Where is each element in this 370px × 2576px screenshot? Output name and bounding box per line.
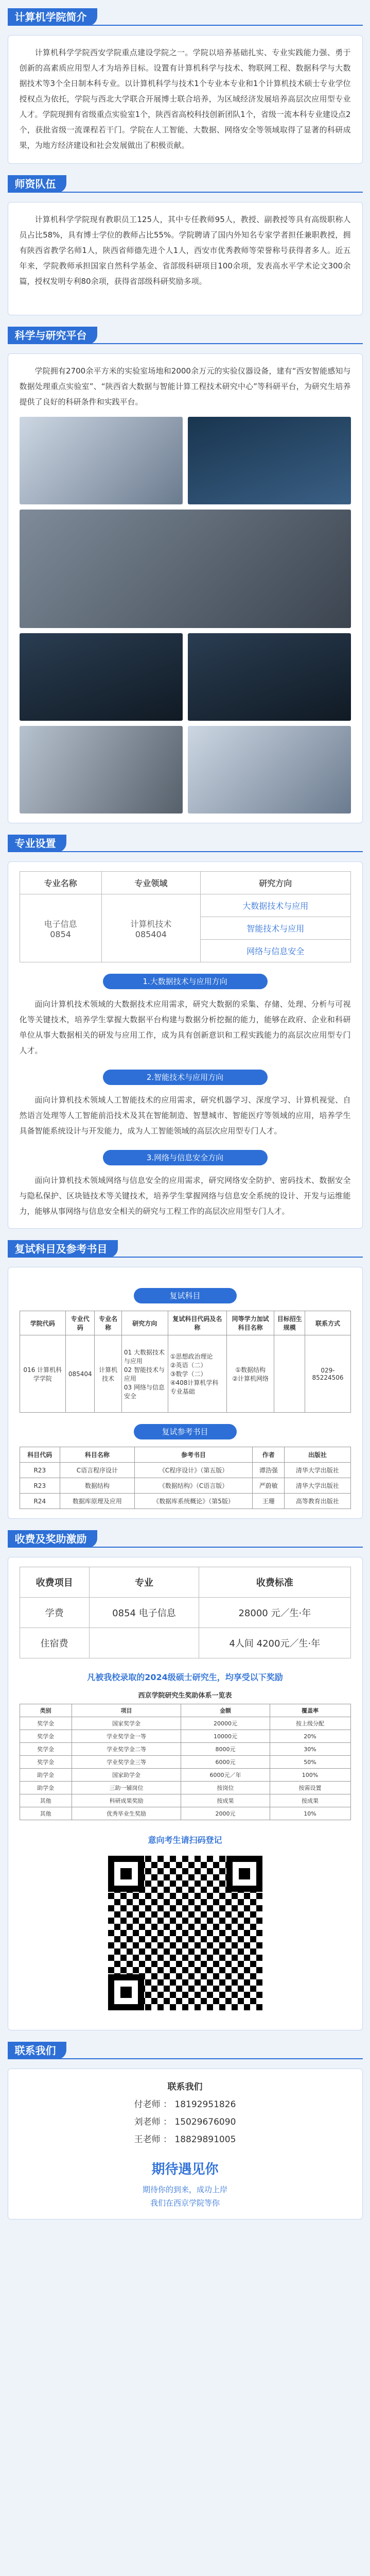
table-header: 研究方向 <box>200 872 350 894</box>
table-cell <box>89 1628 199 1658</box>
research-card <box>8 353 363 823</box>
table-cell: 28000 元／生·年 <box>199 1598 350 1628</box>
table-cell: R24 <box>20 1494 60 1509</box>
table-row <box>20 1717 350 1730</box>
table-cell: 4人间 4200元／生·年 <box>199 1628 350 1658</box>
direction-text: 面向计算机技术领域网络与信息安全的应用需求，研究网络安全防护、密码技术、数据安全与隐私保护、区块链技术等关键技术，培养学生掌握网络与信息安全系统的设计、开发与运维能力，能够从事网络与信息安全相关的研究与工程工作的高层次应用型专门人才。 <box>19 1176 351 1216</box>
table-header: 项目 <box>72 1704 181 1717</box>
table-cell: 奖学金 <box>20 1730 72 1743</box>
table-cell: ①思想政治理论 ②英语（二） ③数学（二） ④408计算机学科专业基础 <box>168 1335 226 1413</box>
lab-photo <box>20 510 351 628</box>
table-cell: 20% <box>270 1730 350 1743</box>
table-cell: 0854 电子信息 <box>89 1598 199 1628</box>
program-field: 计算机技术 085404 <box>101 894 200 962</box>
table-header: 学院代码 <box>20 1311 66 1335</box>
table-cell: 按岗位 <box>181 1782 270 1794</box>
table-cell: 按成果 <box>270 1794 350 1807</box>
table-cell: 王珊 <box>253 1494 285 1509</box>
section-header <box>8 828 363 856</box>
table-cell: 6000元／年 <box>181 1769 270 1782</box>
table-cell: 三助一辅岗位 <box>72 1782 181 1794</box>
contact-section <box>8 2036 363 2219</box>
table-cell: 奖学金 <box>20 1756 72 1769</box>
faculty-card <box>8 202 363 315</box>
server-room-photo <box>20 633 183 721</box>
table-cell: 《C程序设计》（第五版） <box>134 1463 253 1478</box>
exam-subtitle: 复试参考书目 <box>134 1424 237 1439</box>
table-cell: 10000元 <box>181 1730 270 1743</box>
table-header: 类别 <box>20 1704 72 1717</box>
table-cell: 国家奖学金 <box>72 1717 181 1730</box>
table-cell: R23 <box>20 1478 60 1494</box>
section-title-intro: 计算机学院简介 <box>8 8 97 26</box>
direction-banner: 2.智能技术与应用方向 <box>103 1070 268 1085</box>
table-cell: 100% <box>270 1769 350 1782</box>
contact-name: 付老师 <box>134 2099 161 2110</box>
direction-banner: 3.网络与信息安全方向 <box>103 1150 268 1165</box>
table-cell: 清华大学出版社 <box>285 1478 350 1494</box>
table-cell: 数据库原理及应用 <box>60 1494 135 1509</box>
office-photo <box>188 726 351 814</box>
faculty-section <box>8 169 363 315</box>
program-section <box>8 828 363 1229</box>
table-header: 专业领域 <box>101 872 200 894</box>
table-row <box>20 1463 350 1478</box>
table-cell: 数据结构 <box>60 1478 135 1494</box>
photo-grid <box>20 417 351 814</box>
table-cell: 30% <box>270 1743 350 1756</box>
program-name: 电子信息 0854 <box>20 894 101 962</box>
table-row <box>20 1807 350 1820</box>
table-cell: 助学金 <box>20 1782 72 1794</box>
table-cell: 清华大学出版社 <box>285 1463 350 1478</box>
table-row <box>20 1769 350 1782</box>
section-header <box>8 320 363 348</box>
table-cell: 学业奖学金一等 <box>72 1730 181 1743</box>
contact-row: 王老师 ： 18829891005 <box>134 2134 236 2145</box>
exam-subtitle: 复试科目 <box>134 1288 237 1303</box>
table-cell: 085404 <box>66 1335 95 1413</box>
section-title-research: 科学与研究平台 <box>8 327 97 344</box>
table-header: 覆盖率 <box>270 1704 350 1717</box>
table-cell: 学业奖学金二等 <box>72 1743 181 1756</box>
table-header: 研究方向 <box>121 1311 168 1335</box>
research-text: 学院拥有2700余平方米的实验室场地和2000余万元的实验仪器设备，建有“西安智能感知与数据处理重点实验室”、“陕西省大数据与智能计算工程技术研究中心”等科研平台，为研究生培养提供了良好的科研条件和实践平台。 <box>19 366 351 406</box>
table-cell: 科研成果奖励 <box>72 1794 181 1807</box>
table-header: 科目代码 <box>20 1447 60 1463</box>
table-header: 联系方式 <box>305 1311 350 1335</box>
table-header: 科目名称 <box>60 1447 135 1463</box>
table-cell: 学业奖学金三等 <box>72 1756 181 1769</box>
table-cell: 50% <box>270 1756 350 1769</box>
table-cell: 016 计算机科学学院 <box>20 1335 66 1413</box>
fee-section <box>8 1524 363 2030</box>
contact-heading: 联系我们 <box>167 2082 203 2092</box>
table-cell <box>274 1335 305 1413</box>
table-cell: 20000元 <box>181 1717 270 1730</box>
section-title-contact: 联系我们 <box>8 2042 66 2059</box>
section-header <box>8 1234 363 1262</box>
table-cell: 《数据库系统概论》（第5版） <box>134 1494 253 1509</box>
table-cell: 按上级分配 <box>270 1717 350 1730</box>
table-row <box>20 1730 350 1743</box>
table-header: 参考书目 <box>134 1447 253 1463</box>
table-cell: 奖学金 <box>20 1717 72 1730</box>
section-title-faculty: 师资队伍 <box>8 175 66 193</box>
table-header: 金额 <box>181 1704 270 1717</box>
fee-table <box>20 1567 351 1658</box>
table-cell: 2000元 <box>181 1807 270 1820</box>
table-cell: R23 <box>20 1463 60 1478</box>
contact-phone[interactable]: 15029676090 <box>174 2117 236 2127</box>
table-row <box>20 1598 350 1628</box>
table-cell: 《数据结构》（C语言版） <box>134 1478 253 1494</box>
contact-phone[interactable]: 18192951826 <box>174 2099 236 2110</box>
table-header: 专业名称 <box>95 1311 122 1335</box>
program-table <box>20 871 351 962</box>
table-cell: 8000元 <box>181 1743 270 1756</box>
footer-slogan: 期待遇见你 <box>151 2162 219 2177</box>
table-header: 同等学力加试科目名称 <box>227 1311 274 1335</box>
program-direction: 网络与信息安全 <box>200 940 350 962</box>
table-row <box>20 1794 350 1807</box>
table-cell: ①数据结构 ②计算机网络 <box>227 1335 274 1413</box>
table-cell: 助学金 <box>20 1769 72 1782</box>
section-header <box>8 169 363 197</box>
lab-photo <box>188 417 351 504</box>
table-header: 目标招生规模 <box>274 1311 305 1335</box>
table-header: 专业代码 <box>66 1311 95 1335</box>
program-card <box>8 861 363 1229</box>
table-cell: 国家助学金 <box>72 1769 181 1782</box>
direction-banner: 1.大数据技术与应用方向 <box>103 974 268 989</box>
table-cell: 其他 <box>20 1807 72 1820</box>
contact-phone[interactable]: 18829891005 <box>174 2134 236 2145</box>
table-cell: 学费 <box>20 1598 89 1628</box>
section-header <box>8 1524 363 1552</box>
qr-label: 意向考生请扫码登记 <box>148 1835 222 1845</box>
exam-card <box>8 1267 363 1519</box>
section-header <box>8 2036 363 2063</box>
section-title-exam: 复试科目及参考书目 <box>8 1240 118 1258</box>
footer-note: 期待你的到来，成功上岸 我们在西京学院等你 <box>142 2185 227 2208</box>
table-header: 复试科目代码及名称 <box>168 1311 226 1335</box>
table-cell: 优秀毕业生奖励 <box>72 1807 181 1820</box>
intro-card <box>8 35 363 164</box>
section-title-fee: 收费及奖助激励 <box>8 1530 97 1548</box>
table-header: 收费标准 <box>199 1567 350 1598</box>
table-cell: 10% <box>270 1807 350 1820</box>
table-header: 专业 <box>89 1567 199 1598</box>
fee-card <box>8 1557 363 2030</box>
award-title: 凡被我校录取的2024级硕士研究生，均享受以下奖励 <box>87 1672 283 1682</box>
table-cell: 029-85224506 <box>305 1335 350 1413</box>
table-cell: 6000元 <box>181 1756 270 1769</box>
intro-text: 计算机科学学院西安学院重点建设学院之一。学院以培养基础扎实、专业实践能力强、勇于创新的高素质应用型人才为培养目标。设置有计算机科学与技术、物联网工程、数据科学与大数据技术等3个全日制本科专业。以计算机科学与技术1个专业本专业和1个计算机技术硕士专业学位授权点为依托，学院与西北大学联合开展博士联合培养，为区域经济发展培养高层次应用型专业人才。学院现拥有省级重点实验室1个，陕西省高校科技创新团队1个，省级一流本科专业建设点2个，获批省级一流课程若干门。学院在人工智能、大数据、网络安全等领域取得了显著的科研成果，为地方经济建设和社会发展做出了积极贡献。 <box>19 48 351 150</box>
award-subtitle: 西京学院研究生奖助体系一览表 <box>138 1692 232 1700</box>
table-row <box>20 1743 350 1756</box>
table-row <box>20 1782 350 1794</box>
section-title-program: 专业设置 <box>8 835 66 852</box>
contact-row: 付老师 ： 18192951826 <box>134 2099 236 2110</box>
award-table <box>20 1704 351 1820</box>
table-cell: 计算机技术 <box>95 1335 122 1413</box>
table-row <box>20 1494 350 1509</box>
table-cell: 按需设置 <box>270 1782 350 1794</box>
faculty-text: 计算机科学学院现有教职员工125人，其中专任教师95人，教授、副教授等具有高级职称人员占比58%，具有博士学位的教师占比55%。学院聘请了国内外知名专家学者担任兼职教授，拥有陕西省教学名师1人，陕西省师德先进个人1人，西安市优秀教师等荣誉称号获得者多人。近五年来，学院教师承担国家自然科学基金、省部级科研项目100余项，发表高水平学术论文300余篇，授权发明专利80余项，获得省部级科研奖励多项。 <box>19 215 351 286</box>
contact-row: 刘老师 ： 15029676090 <box>134 2117 236 2127</box>
lab-photo <box>20 417 183 504</box>
table-row <box>20 1628 350 1658</box>
section-header <box>8 2 363 30</box>
table-cell: 按成果 <box>181 1794 270 1807</box>
table-cell: C语言程序设计 <box>60 1463 135 1478</box>
table-header: 作者 <box>253 1447 285 1463</box>
direction-text: 面向计算机技术领域的大数据技术应用需求，研究大数据的采集、存储、处理、分析与可视化等关键技术，培养学生掌握大数据平台构建与数据分析挖掘的能力，能够在政府、企业和科研单位从事大数据相关的研发与应用工作，成为具有创新意识和工程实践能力的高层次应用型专门人才。 <box>19 999 351 1055</box>
contact-name: 刘老师 <box>134 2117 161 2127</box>
direction-text: 面向计算机技术领域人工智能技术的应用需求，研究机器学习、深度学习、计算机视觉、自然语言处理等人工智能前沿技术及其在智能制造、智慧城市、智能医疗等领域的应用，培养学生具备智能系统设计与开发能力，成为人工智能领域的高层次应用型专门人才。 <box>19 1095 351 1136</box>
table-header: 收费项目 <box>20 1567 89 1598</box>
table-cell: 01 大数据技术与应用 02 智能技术与应用 03 网络与信息安全 <box>121 1335 168 1413</box>
table-header: 专业名称 <box>20 872 101 894</box>
intro-section <box>8 2 363 164</box>
table-cell: 住宿费 <box>20 1628 89 1658</box>
program-direction: 大数据技术与应用 <box>200 894 350 917</box>
table-cell: 谭浩强 <box>253 1463 285 1478</box>
research-section <box>8 320 363 823</box>
exam-table <box>20 1311 351 1413</box>
table-cell: 奖学金 <box>20 1743 72 1756</box>
server-room-photo <box>188 633 351 721</box>
table-header: 出版社 <box>285 1447 350 1463</box>
table-row <box>20 1756 350 1769</box>
table-cell: 高等教育出版社 <box>285 1494 350 1509</box>
books-table <box>20 1447 351 1509</box>
table-row <box>20 1478 350 1494</box>
program-direction: 智能技术与应用 <box>200 917 350 940</box>
table-cell: 其他 <box>20 1794 72 1807</box>
qr-code[interactable] <box>108 1856 262 2010</box>
office-photo <box>20 726 183 814</box>
exam-section <box>8 1234 363 1519</box>
contact-name: 王老师 <box>134 2134 161 2145</box>
contact-card <box>8 2069 363 2219</box>
table-cell: 严蔚敏 <box>253 1478 285 1494</box>
